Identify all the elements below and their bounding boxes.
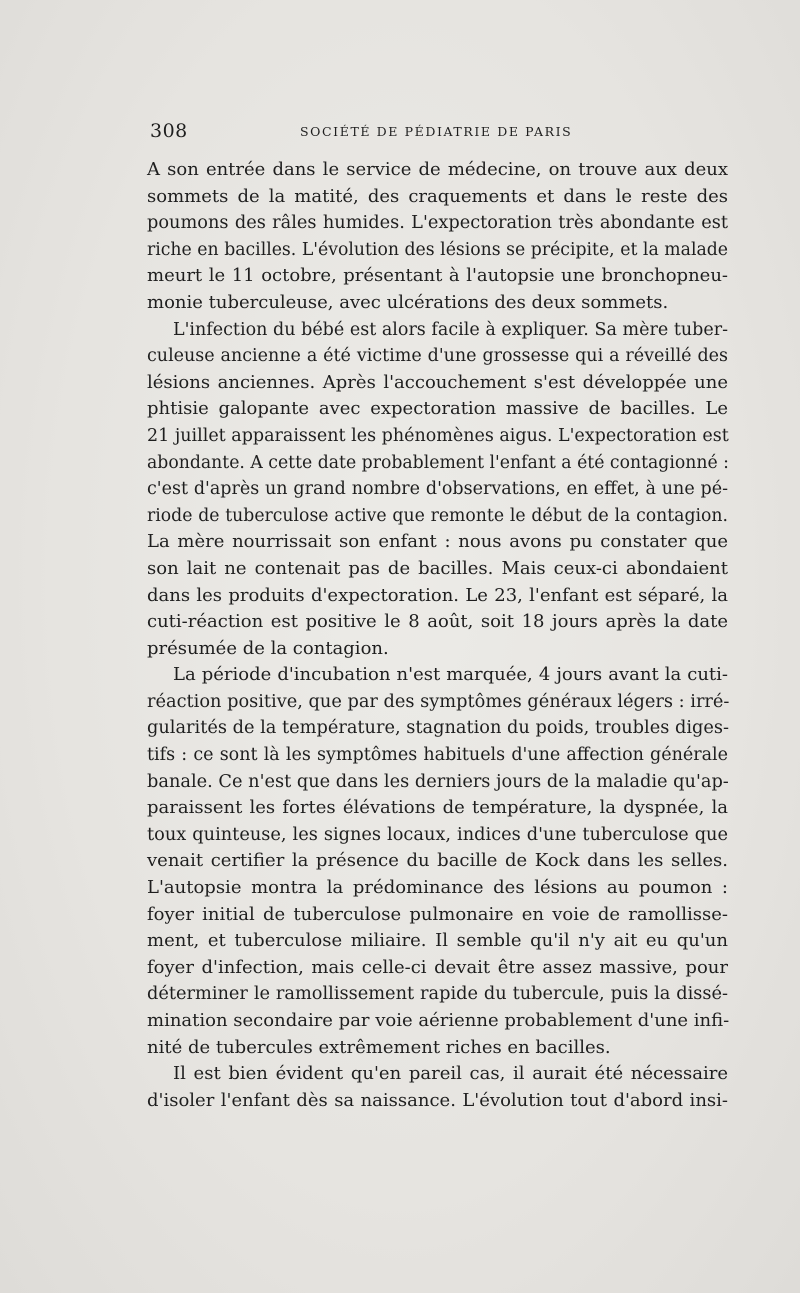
text-line: lésions anciennes. Après l'accouchement s'est développée une — [147, 371, 728, 393]
running-head — [150, 120, 728, 144]
text-line: gularités de la température, stagnation du poids, troubles diges- — [147, 718, 729, 739]
text-line: dans les produits d'expectoration. Le 23, l'enfant est séparé, la — [147, 584, 728, 606]
header-title: SOCIÉTÉ DE PÉDIATRIE DE PARIS — [300, 124, 573, 139]
text-line: poumons des râles humides. L'expectoration très abondante est — [147, 213, 728, 234]
text-line: son lait ne contenait pas de bacilles. Mais ceux-ci abondaient — [147, 557, 728, 579]
text-line: cuti-réaction est positive le 8 août, soit 18 jours après la date — [147, 611, 728, 633]
text-line: riode de tuberculose active que remonte le début de la contagion. — [147, 505, 728, 526]
text-line: mination secondaire par voie aérienne probablement d'une infi- — [147, 1010, 730, 1031]
page-number: 308 — [150, 120, 188, 142]
text-line: L'autopsie montra la prédominance des lésions au poumon : — [147, 877, 728, 899]
text-line: sommets de la matité, des craquements et dans le reste des — [147, 185, 728, 207]
text-line: venait certifier la présence du bacille de Kock dans les selles. — [147, 850, 728, 872]
text-line: 21 juillet apparaissent les phénomènes aigus. L'expectoration est — [147, 425, 729, 446]
text-line: La mère nourrissait son enfant : nous avons pu constater que — [147, 531, 728, 553]
text-line: déterminer le ramollissement rapide du tubercule, puis la dissé- — [147, 984, 728, 1005]
paragraph-start: La période d'incubation n'est marquée, 4 jours avant la cuti- — [173, 664, 728, 686]
text-line: c'est d'après un grand nombre d'observations, en effet, à une pé- — [147, 479, 728, 500]
text-line: foyer d'infection, mais celle-ci devait être assez massive, pour — [147, 956, 728, 978]
text-line: foyer initial de tuberculose pulmonaire en voie de ramollisse- — [147, 903, 728, 925]
body-text — [147, 157, 728, 1114]
text-line: phtisie galopante avec expectoration massive de bacilles. Le — [147, 398, 728, 420]
text-line: monie tuberculeuse, avec ulcérations des deux sommets. — [147, 291, 669, 313]
text-line: toux quinteuse, les signes locaux, indices d'une tuberculose que — [147, 824, 728, 845]
text-line: meurt le 11 octobre, présentant à l'autopsie une bronchopneu- — [147, 265, 728, 287]
paragraph-start: Il est bien évident qu'en pareil cas, il aurait été nécessaire — [173, 1063, 728, 1085]
text-line: tifs : ce sont là les symptômes habituels d'une affection générale — [147, 745, 728, 766]
text-line: riche en bacilles. L'évolution des lésions se précipite, et la malade — [147, 239, 728, 260]
text-line: culeuse ancienne a été victime d'une grossesse qui a réveillé des — [147, 346, 728, 367]
text-line: réaction positive, que par des symptômes généraux légers : irré- — [147, 691, 730, 712]
text-line: abondante. A cette date probablement l'enfant a été contagionné : — [147, 452, 729, 473]
text-line: ment, et tuberculose miliaire. Il semble qu'il n'y ait eu qu'un — [147, 930, 728, 952]
paragraph-start: L'infection du bébé est alors facile à expliquer. Sa mère tuber- — [173, 319, 728, 340]
text-line: présumée de la contagion. — [147, 637, 389, 659]
text-line: d'isoler l'enfant dès sa naissance. L'évolution tout d'abord insi- — [147, 1089, 728, 1111]
text-line: nité de tubercules extrêmement riches en bacilles. — [147, 1036, 611, 1058]
text-line: paraissent les fortes élévations de température, la dyspnée, la — [147, 797, 728, 819]
text-line: banale. Ce n'est que dans les derniers jours de la maladie qu'ap- — [147, 771, 729, 792]
text-line: A son entrée dans le service de médecine, on trouve aux deux — [147, 159, 728, 180]
